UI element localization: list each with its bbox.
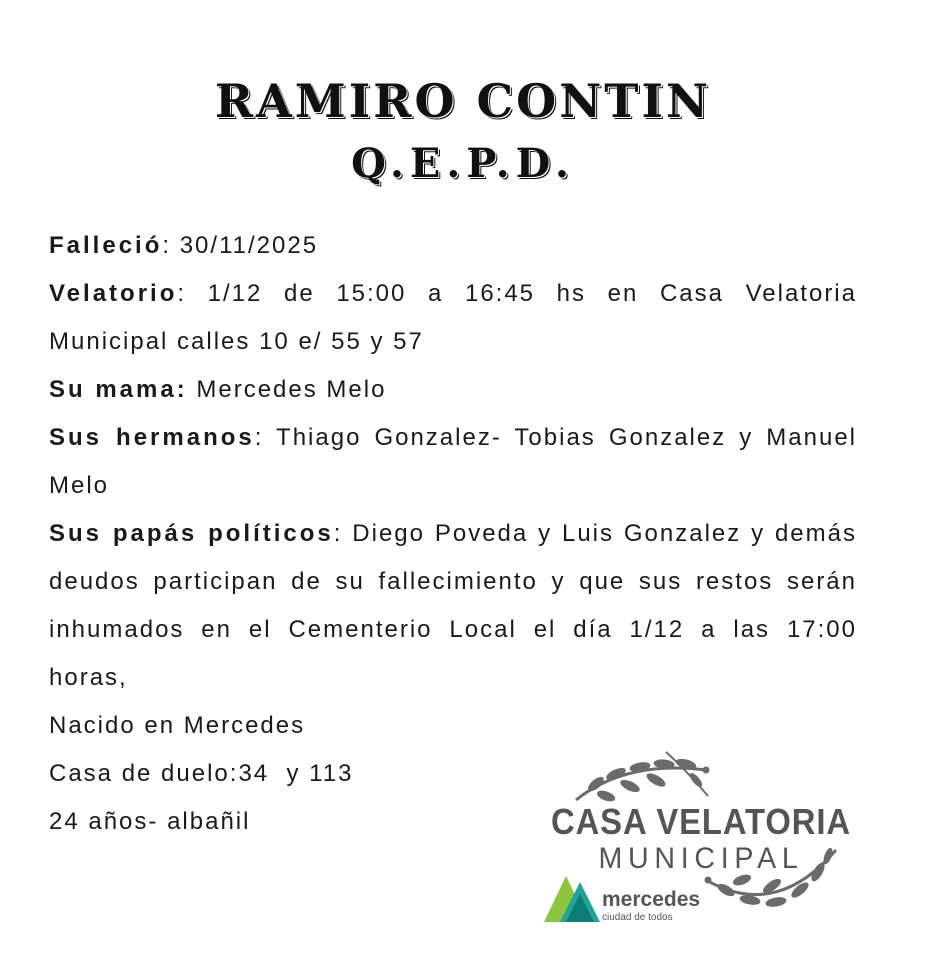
papas-label: Sus papás políticos xyxy=(49,520,334,547)
fallecio-value: : 30/11/2025 xyxy=(162,232,319,259)
nacido-line: Nacido en Mercedes xyxy=(49,712,306,739)
logo-brand: mercedes xyxy=(602,888,701,911)
mama-label: Su mama: xyxy=(49,376,188,403)
edad-oficio-line: 24 años- albañil xyxy=(49,808,251,835)
mama-value: Mercedes Melo xyxy=(187,376,387,403)
logo-line2: MUNICIPAL xyxy=(598,842,804,875)
casa-duelo-line: Casa de duelo:34 y 113 xyxy=(49,760,354,787)
hermanos-paragraph xyxy=(49,414,857,510)
casa-velatoria-logo xyxy=(536,740,866,930)
velatorio-label: Velatorio xyxy=(49,280,178,307)
mama-line xyxy=(49,366,857,414)
velatorio-paragraph xyxy=(49,270,857,366)
papas-value: : Diego Poveda y Luis Gonzalez y demás deudos participan de su fallecimiento y que sus restos serán inhumados en el Cementerio Local el día 1/12 a las 17:00 horas, xyxy=(49,520,857,691)
logo-tagline: ciudad de todos xyxy=(602,912,673,923)
hermanos-value: : Thiago Gonzalez- Tobias Gonzalez y Manuel Melo xyxy=(49,424,858,499)
fallecio-label: Falleció xyxy=(49,232,163,259)
mercedes-brand-icon xyxy=(544,876,600,922)
laurel-top-icon xyxy=(576,752,709,803)
velatorio-value: : 1/12 de 15:00 a 16:45 hs en Casa Velatoria Municipal calles 10 e/ 55 y 57 xyxy=(49,280,857,355)
qepd-heading: Q.E.P.D. xyxy=(351,140,575,187)
papas-paragraph xyxy=(49,510,857,702)
deceased-name: RAMIRO CONTIN xyxy=(214,74,712,128)
fallecio-line xyxy=(49,222,857,270)
logo-line1: CASA VELATORIA xyxy=(551,801,851,842)
hermanos-label: Sus hermanos xyxy=(49,424,255,451)
